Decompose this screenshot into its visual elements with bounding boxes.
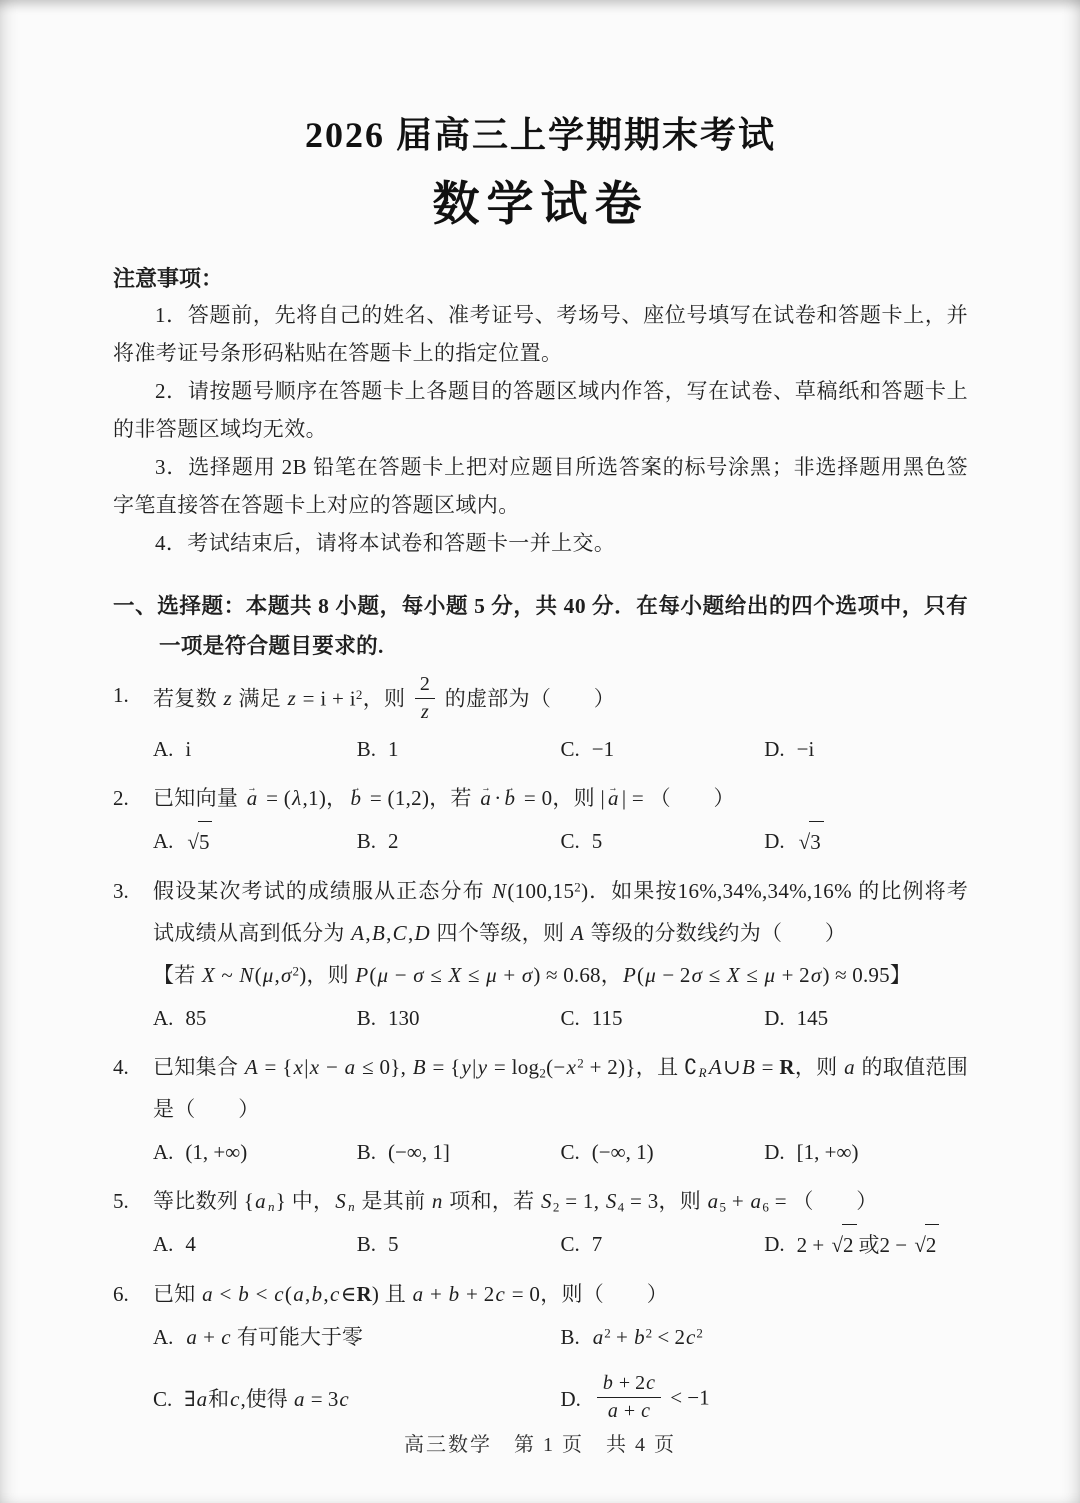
question-number: 1. [113, 683, 129, 707]
notice-item: 2．请按题号顺序在答题卡上各题目的答题区域内作答，写在试卷、草稿纸和答题卡上的非答题区域均无效。 [113, 379, 968, 441]
options-row [113, 998, 968, 1038]
question-number: 2. [113, 785, 129, 810]
page-footer: 高三数学 第 1 页 共 4 页 [404, 1434, 676, 1456]
question-list [113, 674, 968, 1426]
options-row [113, 1317, 968, 1426]
option-B [357, 821, 561, 862]
option-C [561, 1224, 765, 1265]
option-content: 115 [591, 1005, 623, 1030]
option-D [561, 1373, 969, 1426]
option-content: i [185, 736, 192, 761]
option-content: −1 [591, 736, 615, 761]
option-B [357, 1224, 561, 1265]
option-A [153, 1224, 357, 1265]
option-label: B. [356, 1139, 377, 1164]
option-content: a + c 有可能大于零 [186, 1324, 363, 1349]
option-label: C. [153, 1387, 173, 1412]
question-line [113, 1046, 968, 1130]
options-row [113, 821, 968, 862]
option-content: 130 [388, 1005, 420, 1030]
question-number: 4. [113, 1054, 129, 1079]
option-C [561, 821, 765, 862]
notice-heading: 注意事项： [113, 266, 224, 291]
option-label: C. [560, 736, 580, 761]
options-row [113, 1224, 968, 1265]
option-content: $\frac{b + 2c}{a + c}$ < −1 [593, 1373, 710, 1426]
option-A [153, 1132, 357, 1172]
option-C [153, 1373, 561, 1426]
option-content: 5 [388, 1232, 399, 1257]
exam-title: 2026 届高三上学期期末考试 [304, 115, 776, 155]
option-D [764, 1132, 968, 1172]
notice-list [113, 296, 968, 562]
option-label: A. [153, 1324, 174, 1349]
option-label: B. [560, 1324, 580, 1349]
option-label: D. [764, 829, 785, 854]
option-B [561, 1317, 969, 1357]
option-content: (−∞, 1) [591, 1139, 654, 1164]
option-content: 145 [796, 1005, 829, 1030]
option-label: C. [560, 1232, 580, 1257]
option-label: C. [560, 1005, 580, 1030]
option-label: D. [764, 1005, 785, 1030]
options-row [113, 1132, 968, 1172]
question-item [113, 870, 968, 1038]
option-label: A. [153, 1139, 174, 1164]
question-number: 6. [113, 1281, 129, 1306]
question-text: 已知集合 A = {x|x − a ≤ 0}, $B = \{y|y = \log_2(-x^2 + 2)\}$，且 $∁_RA\cup B = R$，则 a 的取值范围是（ ） [153, 1054, 969, 1121]
question-text: 已知 a < b < c(a,b,c∈R) 且 a + b + 2c = 0，则（ ） [153, 1281, 668, 1306]
option-D [764, 729, 968, 769]
option-content: $a^2 + b^2 < 2c^2$ [592, 1324, 703, 1349]
option-A [153, 821, 357, 862]
option-content: ∃a和c,使得 a = 3c [184, 1387, 349, 1412]
option-content: [1, +∞) [796, 1139, 859, 1164]
question-item [113, 1180, 968, 1265]
option-label: B. [356, 1005, 377, 1030]
option-label: A. [153, 736, 174, 761]
question-text: 等比数列 {a $_n$} 中，S $_n$ 是其前 n 项和，若 $S_2 = 1$, $S_4 = 3$，则 $a_5 + a_6$ = （ ） [153, 1188, 878, 1215]
question-line [113, 1180, 968, 1222]
question-line [113, 674, 968, 727]
question-item [113, 777, 968, 862]
option-A [153, 998, 357, 1038]
option-label: C. [560, 1139, 580, 1164]
question-line [113, 777, 968, 819]
notice-item: 1．答题前，先将自己的姓名、准考证号、考场号、座位号填写在试卷和答题卡上，并将准考证号条形码粘贴在答题卡上的指定位置。 [113, 303, 968, 365]
option-label: D. [764, 1232, 785, 1257]
notice-item: 3．选择题用 2B 铅笔在答题卡上把对应题目所选答案的标号涂黑；非选择题用黑色签字笔直接答在答题卡上对应的答题区域内。 [113, 455, 968, 517]
option-label: C. [560, 829, 580, 854]
question-text: 已知向量 a → = (λ,1)， b → = (1,2)，若 a → · b → = 0，则 | a → | = （ ） [153, 777, 968, 819]
option-A [153, 1317, 561, 1357]
option-D [764, 821, 968, 862]
notice-item: 4．考试结束后，请将本试卷和答题卡一并上交。 [155, 531, 616, 555]
option-B [357, 1132, 561, 1172]
option-content: (1, +∞) [185, 1139, 248, 1164]
option-content: 7 [591, 1232, 603, 1257]
option-D [764, 1224, 968, 1265]
option-content: 4 [185, 1232, 196, 1257]
option-C [561, 729, 765, 769]
option-label: D. [764, 736, 785, 761]
option-label: B. [356, 736, 377, 761]
option-B [357, 998, 561, 1038]
option-B [357, 729, 561, 769]
option-content: 1 [388, 736, 399, 761]
option-A [153, 729, 357, 769]
option-label: A. [153, 829, 174, 854]
option-label: A. [153, 1005, 174, 1030]
question-item [113, 1046, 968, 1172]
question-item [113, 674, 968, 769]
question-number: 5. [113, 1188, 129, 1213]
question-hint: 【若 X ~ $N(\mu,\sigma^2)$，则 P(μ − σ ≤ X ≤ μ + σ) ≈ 0.68，P(μ − 2σ ≤ X ≤ μ + 2σ) ≈ 0.95】 [153, 962, 912, 987]
option-content: 2 [388, 829, 399, 854]
option-C [561, 998, 765, 1038]
options-row [113, 729, 968, 769]
option-content: 2 + √2 或2 − √2 [797, 1224, 942, 1265]
option-content: 85 [185, 1005, 207, 1030]
question-number: 3. [113, 878, 129, 903]
option-label: D. [764, 1139, 785, 1164]
option-D [764, 998, 968, 1038]
option-content: √5 [185, 821, 214, 862]
question-text: 若复数 z 满足 $z = i + i^2$，则 $\frac{2}{z}$ 的虚部为（ ） [153, 673, 616, 723]
section-heading: 一、选择题：本题共 8 小题，每小题 5 分，共 40 分．在每小题给出的四个选项中，只有一项是符合题目要求的. [113, 594, 968, 658]
option-content: √3 [797, 821, 826, 862]
option-C [561, 1132, 765, 1172]
question-text: 假设某次考试的成绩服从正态分布 N(100,15$^2$)．如果按16%,34%,34%,16% 的比例将考试成绩从高到低分为 A,B,C,D 四个等级，则 A 等级的分数线约为（ ） [153, 878, 968, 945]
question-item [113, 1273, 968, 1426]
option-label: A. [153, 1232, 174, 1257]
option-label: B. [356, 829, 377, 854]
option-label: D. [560, 1387, 581, 1412]
option-label: B. [356, 1232, 377, 1257]
option-content: −i [796, 736, 815, 761]
option-content: 5 [591, 829, 603, 854]
question-line [113, 1273, 968, 1315]
question-line [113, 870, 968, 954]
option-content: (−∞, 1] [388, 1139, 450, 1164]
exam-subject-title: 数学试卷 [432, 179, 649, 231]
